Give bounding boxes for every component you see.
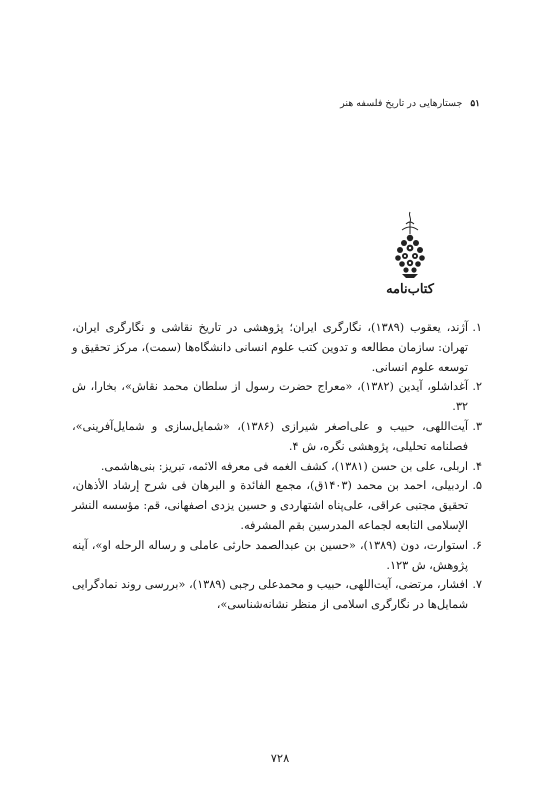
- reference-number: ۶.: [472, 538, 482, 552]
- reference-item: [72, 536, 482, 576]
- page-number: ۷۲۸: [270, 751, 290, 765]
- ornament-icon: [388, 210, 432, 280]
- reference-number: ۷.: [472, 578, 482, 592]
- reference-number: ۳.: [472, 419, 482, 433]
- reference-item: [72, 417, 482, 457]
- reference-number: ۵.: [472, 479, 482, 493]
- reference-item: [72, 476, 482, 535]
- header-running-title: جستارهایی در تاریخ فلسفه هنر: [340, 98, 463, 109]
- reference-item: [72, 318, 482, 377]
- reference-item: [72, 377, 482, 417]
- section-title: کتاب‌نامه: [386, 282, 434, 297]
- reference-text: استوارت، دون (۱۳۸۹)، «حسین بن عبدالصمد حارثی عاملی و رساله الرحله او»، آینه پژوهش، ش ۱۲۳.: [72, 538, 468, 572]
- reference-number: ۱.: [472, 321, 482, 334]
- reference-text: اردبیلی، احمد بن محمد (۱۴۰۳ق)، مجمع الفائدة و البرهان فی شرح إرشاد الأذهان، تحقیق مجتبی عراقی، علی‌پناه اشتهاردی و حسین یزدی اصفهانی، قم: مؤسسه النشر الإسلامی التابعه لجماعه المدرسین بقم المشرفه.: [72, 479, 468, 532]
- reference-item: [72, 457, 482, 477]
- reference-number: ۴.: [472, 459, 482, 473]
- reference-text: آژند، یعقوب (۱۳۸۹)، نگارگری ایران؛ پژوهشی در تاریخ نقاشی و نگارگری ایران، تهران: سازمان مطالعه و تدوین کتب علوم انسانی دانشگاه‌ها (سمت)، مرکز تحقیق و توسعه علوم انسانی.: [72, 321, 468, 374]
- reference-item: [72, 575, 482, 615]
- reference-text: آغداشلو، آیدین (۱۳۸۲)، «معراج حضرت رسول از سلطان محمد نقاش»، بخارا، ش ۳۲.: [72, 380, 468, 414]
- reference-list: [72, 318, 482, 615]
- reference-text: اربلی، علی بن حسن (۱۳۸۱)، کشف الغمه فی معرفه الائمه، تبریز: بنی‌هاشمی.: [100, 459, 468, 473]
- header-page-label: ۵۱: [470, 99, 480, 109]
- reference-number: ۲.: [472, 380, 482, 394]
- reference-text: آیت‌اللهی، حبیب و علی‌اصغر شیرازی (۱۳۸۶)، «شمایل‌سازی و شمایل‌آفرینی»، فصلنامه تحلیلی، پژوهشی نگره، ش ۴.: [72, 419, 469, 453]
- running-header: [300, 97, 480, 111]
- reference-text: افشار، مرتضی، آیت‌اللهی، حبیب و محمدعلی رجبی (۱۳۸۹)، «بررسی روند نمادگرایی شمایل‌ها در نگارگری اسلامی از منظر نشانه‌شناسی»،: [72, 578, 468, 612]
